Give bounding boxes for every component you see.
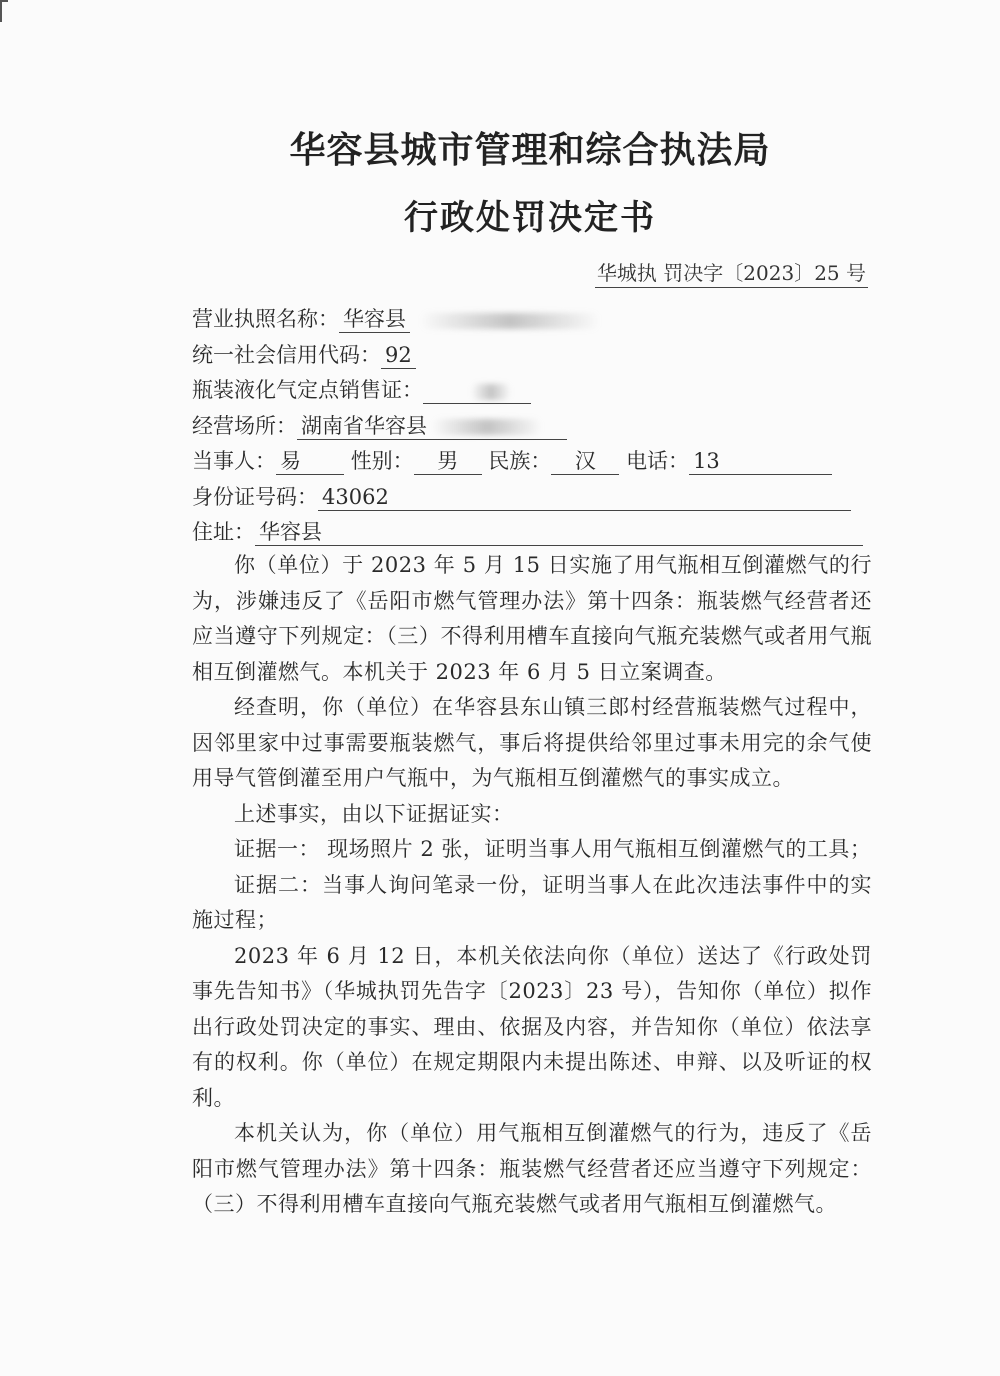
address-label: 经营场所： (192, 413, 297, 438)
paragraph-notice: 2023 年 6 月 12 日，本机关依法向你（单位）送达了《行政处罚事先告知书》（华城执罚先告字〔2023〕23 号），告知你（单位）拟作出行政处罚决定的事实、理由、依据及内容，并告知你（单位）依法享有的权利。你（单位）在规定期限内未提出陈述、申辩、以及听证的权利。 (192, 943, 872, 1110)
id-label: 身份证号码： (192, 484, 318, 509)
residence-row (192, 515, 872, 551)
scan-corner-mark (0, 0, 8, 22)
paragraph-evidence-2: 证据二：当事人询问笔录一份，证明当事人在此次违法事件中的实施过程； (192, 872, 872, 932)
document-type-title: 行政处罚决定书 (404, 198, 656, 238)
decision-body (192, 548, 872, 1223)
lpg-cert-label: 瓶装液化气定点销售证： (192, 378, 423, 402)
credit-code-label: 统一社会信用代码： (192, 342, 381, 367)
paragraph-violation: 你（单位）于 2023 年 5 月 15 日实施了用气瓶相互倒灌燃气的行为，涉嫌违反了《岳阳市燃气管理办法》第十四条：瓶装燃气经营者还应当遵守下列规定：（三）不得利用槽车直接向气瓶充装燃气或者用气瓶相互倒灌燃气。本机关于 2023 年 6 月 5 日立案调查。 (192, 553, 872, 684)
phone-value: 13 (689, 448, 832, 475)
document-number: 华城执 罚决字〔2023〕25 号 (595, 257, 868, 286)
id-row (192, 480, 872, 516)
party-row (192, 444, 872, 480)
license-name-row (192, 302, 872, 338)
residence-value: 华容县 (255, 519, 863, 546)
paragraph-findings: 经查明，你（单位）在华容县东山镇三郎村经营瓶装燃气过程中，因邻里家中过事需要瓶装燃气，事后将提供给邻里过事未用完的余气使用导气管倒灌至用户气瓶中，为气瓶相互倒灌燃气的事实成立。 (192, 695, 872, 790)
paragraph-conclusion: 本机关认为，你（单位）用气瓶相互倒灌燃气的行为，违反了《岳阳市燃气管理办法》第十四条：瓶装燃气经营者还应当遵守下列规定：（三）不得利用槽车直接向气瓶充装燃气或者用气瓶相互倒灌燃气。 (192, 1121, 872, 1216)
party-value: 易 (276, 448, 344, 475)
ethnicity-label: 民族： (488, 449, 552, 473)
address-row (192, 409, 872, 445)
address-value: 湖南省华容县 (297, 413, 567, 440)
phone-label: 电话： (626, 449, 690, 473)
credit-code-value: 92 (381, 342, 416, 369)
license-name-label: 营业执照名称： (192, 307, 339, 331)
credit-code-row (192, 338, 872, 374)
agency-title: 华容县城市管理和综合执法局 (289, 129, 771, 171)
license-name-value: 华容县 (339, 306, 410, 333)
ethnicity-value: 汉 (551, 448, 619, 475)
paragraph-evidence-1: 证据一： 现场照片 2 张，证明当事人用气瓶相互倒灌燃气的工具； (234, 837, 872, 861)
paragraph-evidence-intro: 上述事实，由以下证据证实： (234, 801, 514, 826)
redaction-blur (432, 419, 542, 435)
gender-value: 男 (414, 448, 482, 475)
gender-label: 性别： (350, 449, 414, 473)
redaction-blur (420, 313, 600, 329)
residence-label: 住址： (192, 520, 255, 544)
party-info (192, 302, 872, 551)
redaction-blur (471, 384, 511, 400)
party-label: 当事人： (192, 449, 276, 473)
id-value: 43062 (318, 484, 851, 511)
lpg-cert-row (192, 373, 872, 409)
